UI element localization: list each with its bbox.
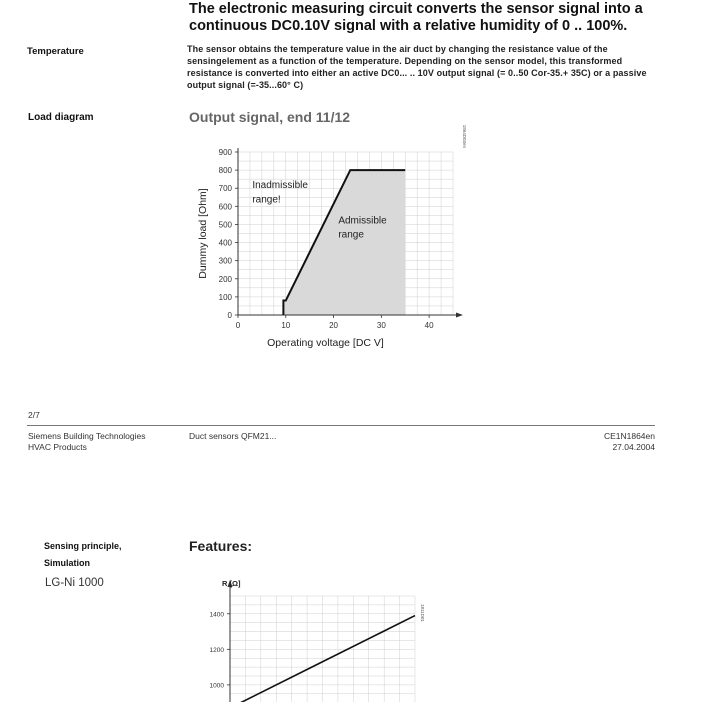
y-tick-label: 1200 [209, 646, 224, 654]
load-diagram-label: Load diagram [28, 112, 94, 123]
simulation-label: Simulation [44, 558, 91, 568]
page-number: 2/7 [28, 410, 40, 420]
y-tick-label: 1000 [209, 682, 224, 690]
annotation-inadmissible-2: range! [252, 194, 281, 206]
y-tick-label: 200 [218, 274, 232, 284]
x-axis-arrow [456, 313, 463, 318]
y-tick-label: 300 [218, 256, 232, 266]
resistance-chart [195, 576, 435, 702]
y-axis-label: Dummy load [Ohm] [197, 188, 209, 279]
annotation-inadmissible: Inadmissible [252, 180, 308, 192]
temperature-description: The sensor obtains the temperature value in the air duct by changing the resistance value of the sensingelement as a function of the temperature. Depending on the sensor model, this transformed resistance is converted into either an active DC0... .. 10V output signal (= 0..50 Cor-35.+ 35C) or a passive output signal (=-35...60° C) [187, 44, 647, 90]
figure-code: 1864D03en [462, 124, 467, 148]
page-heading: The electronic measuring circuit converts the sensor signal into a continuous DC0.10V signal with a relative humidity of 0 .. 100%. [189, 1, 643, 34]
annotation-admissible-2: range [338, 229, 364, 241]
y-tick-label: 800 [218, 166, 232, 176]
doc-date: 27.04.2004 [612, 442, 655, 452]
x-tick-label: 40 [424, 321, 434, 330]
x-tick-label: 20 [329, 321, 339, 330]
doc-code: CE1N1864en [603, 431, 655, 441]
y-axis-label: R [Ω] [222, 579, 241, 588]
temperature-label: Temperature [27, 46, 84, 57]
y-tick-label: 0 [227, 311, 232, 320]
x-tick-label: 30 [376, 321, 386, 330]
y-tick-label: 900 [218, 148, 232, 157]
x-tick-label: 10 [281, 321, 291, 330]
y-tick-label: 700 [218, 184, 232, 194]
load-diagram-chart [190, 124, 470, 356]
footer-rule [27, 425, 655, 426]
y-tick-label: 1400 [209, 611, 224, 619]
product-name: Duct sensors QFM21... [189, 431, 277, 441]
x-tick-label: 0 [235, 321, 241, 330]
annotation-admissible: Admissible [338, 215, 387, 227]
y-tick-label: 400 [218, 238, 232, 248]
x-axis-label: Operating voltage [DC V] [267, 337, 384, 349]
lg-ni-label: LG-Ni 1000 [45, 577, 104, 589]
figure-code: 1811D01 [420, 604, 425, 622]
company-line2: HVAC Products [28, 442, 87, 452]
y-tick-label: 500 [218, 220, 232, 230]
y-tick-label: 600 [218, 202, 232, 212]
sensing-principle-label: Sensing principle, [44, 541, 122, 551]
load-diagram-subheading: Output signal, end 11/12 [189, 109, 351, 125]
y-tick-label: 100 [218, 292, 232, 302]
company-line1: Siemens Building Technologies [28, 431, 146, 441]
features-heading: Features: [189, 538, 253, 554]
